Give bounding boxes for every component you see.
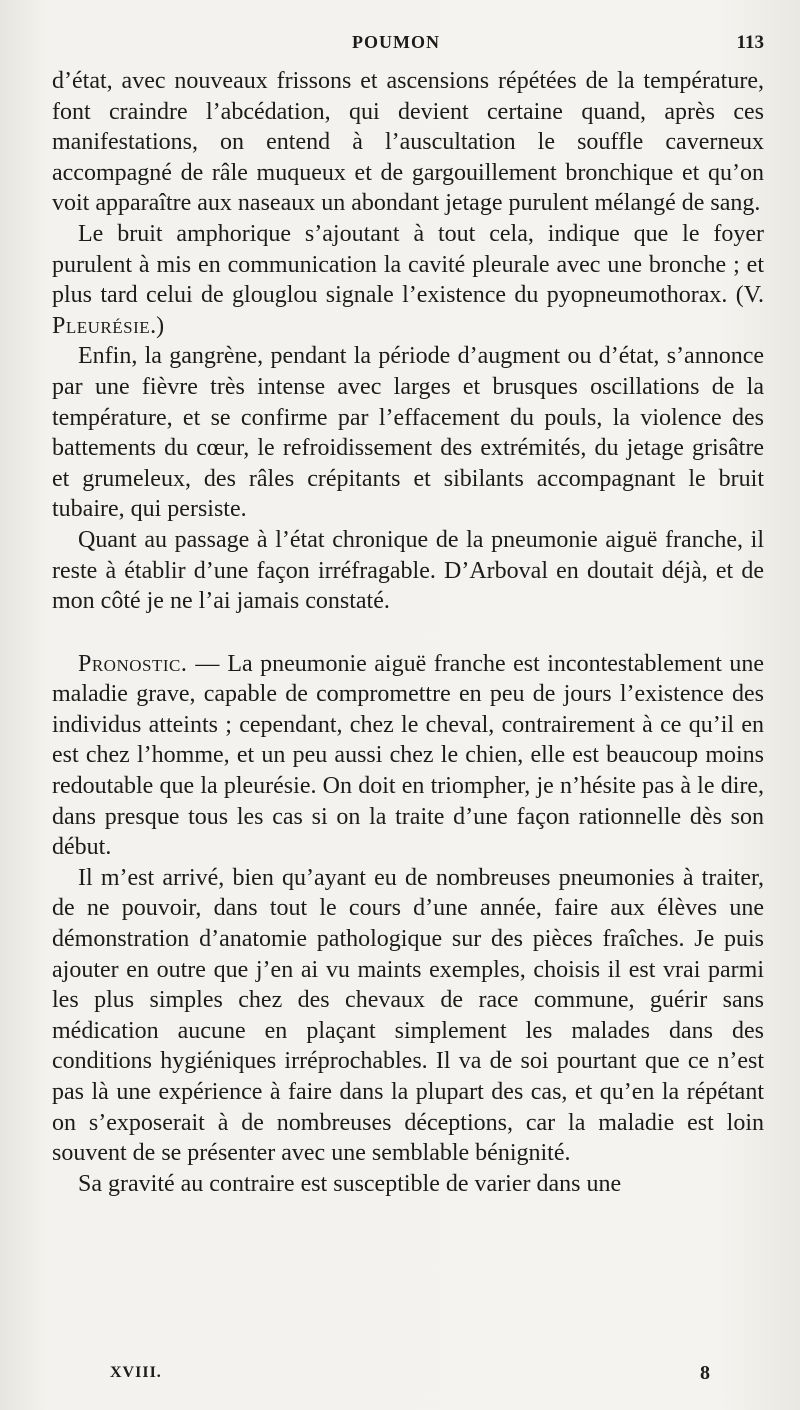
section-heading-pronostic: Pronostic. —: [78, 650, 220, 677]
paragraph: Le bruit amphorique s’ajoutant à tout cela, indique que le foyer purulent à mis en communication la cavité pleurale avec une bronche ; et plus tard celui de glouglou signale l’existence du pyopneumothorax. (V. Pleurésie.): [52, 220, 764, 339]
page-header: [0, 32, 800, 60]
paragraph-text: La pneumonie aiguë franche est incontestablement une maladie grave, capable de compromettre en peu de jours l’existence des individus atteints ; cependant, chez le cheval, contrairement à ce qu’il en est chez l’homme, et un peu aussi chez le chien, elle est beaucoup moins redoutable que la pleurésie. On doit en triompher, je n’hésite pas à le dire, dans presque tous les cas si on la traite d’une façon rationnelle dès son début.: [52, 650, 764, 861]
sheet-number: 8: [700, 1362, 710, 1384]
paragraph: d’état, avec nouveaux frissons et ascensions répétées de la température, font craindre l’abcédation, qui devient certaine quand, après ces manifestations, on entend à l’auscultation le souffle caverneux accompagné de râle muqueux et de gargouillement bronchique et qu’on voit apparaître aux naseaux un abondant jetage purulent mélangé de sang.: [52, 68, 764, 217]
paragraph: Enfin, la gangrène, pendant la période d’augment ou d’état, s’annonce par une fièvre très intense avec larges et brusques oscillations de la température, et se confirme par l’effacement du pouls, la violence des battements du cœur, le refroidissement des extrémités, du jetage grisâtre et grumeleux, des râles crépitants et sibilants accompagnant le bruit tubaire, qui persiste.: [52, 343, 764, 523]
running-title: POUMON: [352, 32, 440, 52]
paragraph: Quant au passage à l’état chronique de la pneumonie aiguë franche, il reste à établir d’une façon irréfragable. D’Arboval en doutait déjà, et de mon côté je ne l’ai jamais constaté.: [52, 526, 764, 615]
pronostic-paragraph: [52, 649, 764, 863]
paragraph: Il m’est arrivé, bien qu’ayant eu de nombreuses pneumonies à traiter, de ne pouvoir, dans tout le cours d’une année, faire aux élèves une démonstration d’anatomie pathologique sur des pièces fraîches. Je puis ajouter en outre que j’en ai vu maints exemples, choisis il est vrai parmi les plus simples chez des chevaux de race commune, guérir sans médication aucune en plaçant simplement les malades dans des conditions hygiéniques irréprochables. Il va de soi pourtant que ce n’est pas là une expérience à faire dans la plupart des cas, et qu’en la répétant on s’exposerait à de nombreuses déceptions, car la maladie est loin souvent de se présenter avec une semblable bénignité.: [52, 864, 764, 1167]
paragraph: Sa gravité au contraire est susceptible de varier dans une: [78, 1170, 622, 1197]
section-gap: [52, 617, 764, 649]
body-text: [52, 66, 764, 1199]
page-footer: [0, 1362, 800, 1392]
page-number: 113: [736, 32, 764, 53]
signature-mark: XVIII.: [110, 1364, 162, 1381]
